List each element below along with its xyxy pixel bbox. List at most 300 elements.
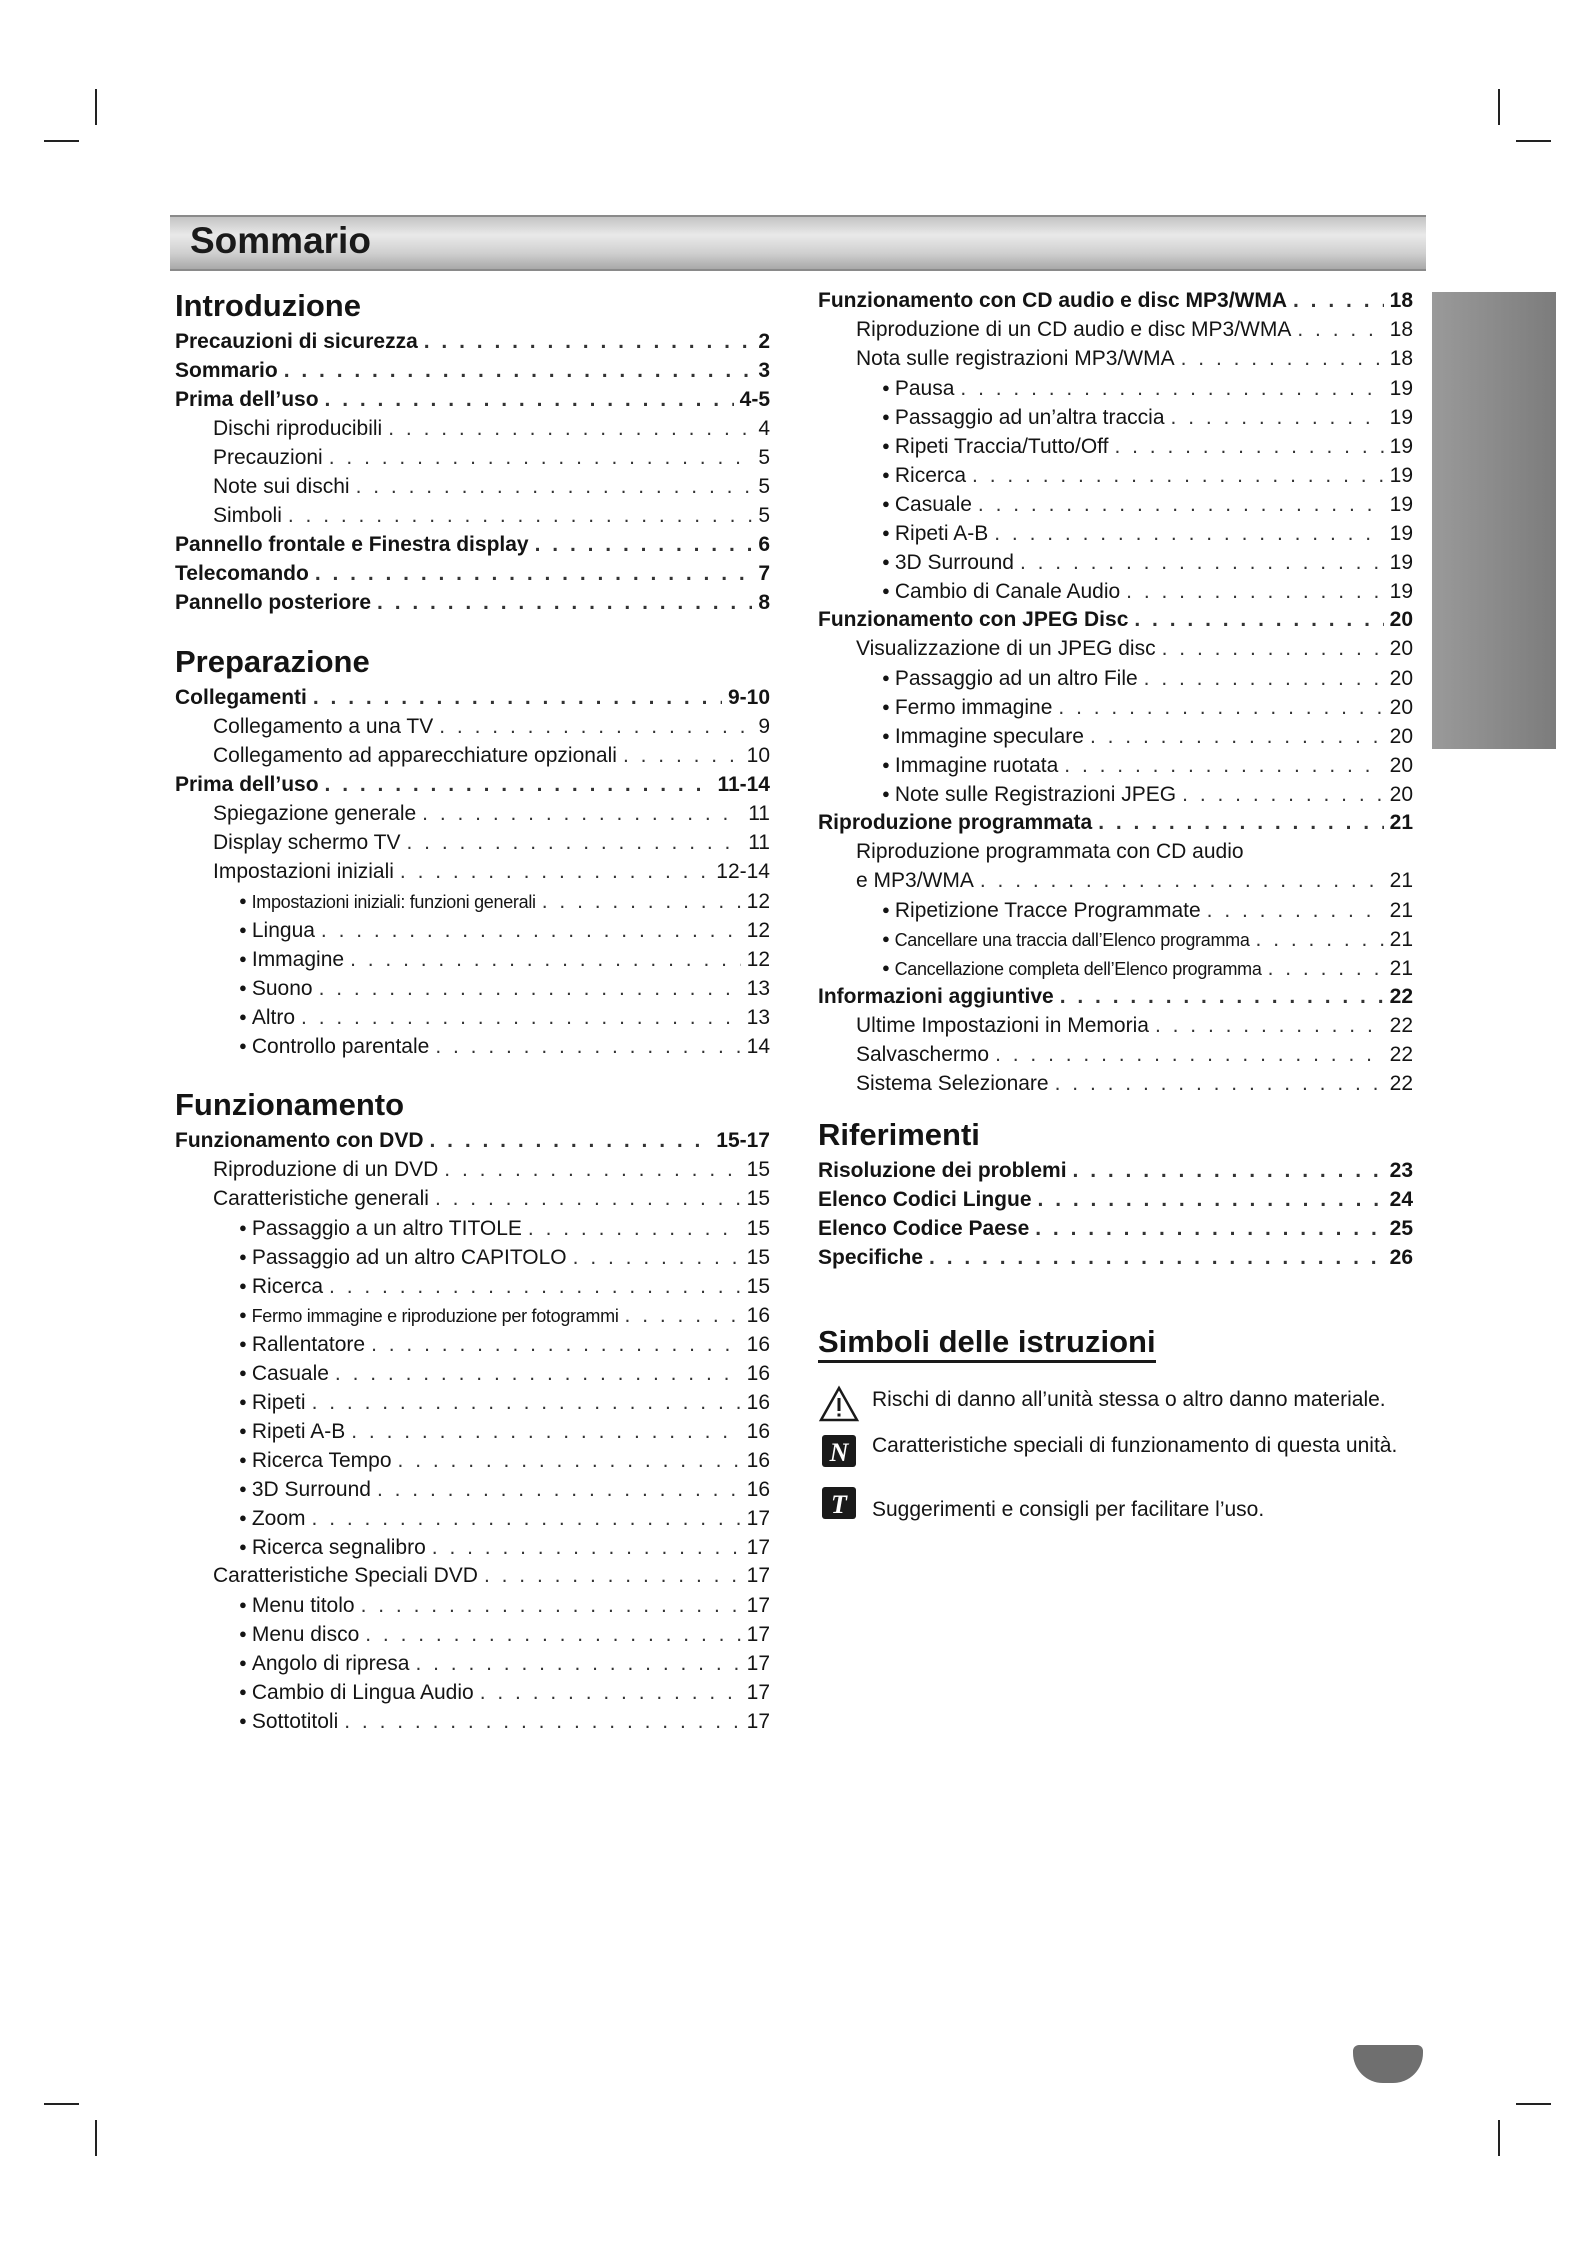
toc-dot-leader (1114, 432, 1383, 461)
toc-entry-label: ● Ricerca (239, 1271, 323, 1301)
toc-entry-label: Funzionamento con CD audio e disc MP3/WMA (818, 289, 1288, 312)
section-side-tab (1432, 292, 1556, 749)
toc-dot-leader (1171, 403, 1384, 432)
toc-entry-label: ● Ripeti A-B (882, 518, 988, 548)
toc-entry-label: Informazioni aggiuntive (818, 985, 1054, 1008)
toc-entry-page: 15 (746, 1246, 770, 1269)
toc-dot-leader (972, 461, 1384, 490)
toc-entry-label: ● Ricerca Tempo (239, 1445, 392, 1475)
toc-entry-page: 21 (1389, 811, 1413, 834)
toc-entry-label: Collegamenti (175, 686, 307, 709)
toc-dot-leader (301, 1003, 741, 1032)
toc-entry (175, 712, 770, 741)
toc-dot-leader (400, 857, 710, 886)
toc-dot-leader (573, 1243, 741, 1272)
toc-entry-page: 19 (1389, 522, 1413, 545)
toc-entry (175, 1242, 770, 1271)
toc-entry-label: ● Zoom (239, 1503, 306, 1533)
toc-dot-leader (625, 1301, 741, 1330)
toc-dot-leader (1126, 577, 1383, 606)
toc-entry-page: 19 (1389, 406, 1413, 429)
toc-dot-leader (377, 588, 752, 617)
toc-entry-label: Risoluzione dei problemi (818, 1159, 1067, 1182)
toc-entry (818, 663, 1413, 692)
toc-entry-page: 17 (746, 1594, 770, 1617)
toc-entry-page: 17 (746, 1652, 770, 1675)
toc-dot-leader (1060, 982, 1384, 1011)
toc-entry-label: Riproduzione di un DVD (213, 1158, 439, 1181)
note-n-icon (818, 1431, 860, 1469)
toc-entry-label: Funzionamento con JPEG Disc (818, 608, 1129, 631)
toc-entry-page: 22 (1389, 985, 1413, 1008)
toc-entry-label: ● Ripeti (239, 1387, 306, 1417)
toc-entry-page: 15 (746, 1187, 770, 1210)
toc-entry-page: 18 (1389, 289, 1413, 312)
section-heading: Introduzione (175, 288, 361, 323)
toc-entry-page: 20 (1389, 608, 1413, 631)
toc-entry-page: 9 (758, 715, 770, 738)
toc-dot-leader (1162, 634, 1384, 663)
toc-entry-page: 21 (1389, 869, 1413, 892)
toc-entry (818, 1040, 1413, 1069)
toc-entry (175, 588, 770, 617)
toc-entry (175, 828, 770, 857)
toc-entry-label: Salvaschermo (856, 1043, 990, 1066)
toc-entry-page: 21 (1389, 957, 1413, 980)
tip-t-icon (818, 1483, 860, 1521)
toc-entry-label: Riproduzione programmata (818, 811, 1093, 834)
toc-dot-leader (435, 1032, 740, 1061)
toc-entry (175, 443, 770, 472)
toc-dot-leader (1144, 664, 1384, 693)
toc-entry-page: 16 (746, 1333, 770, 1356)
toc-entry-page: 4 (758, 417, 770, 440)
toc-entry-label: Caratteristiche generali (213, 1187, 429, 1210)
page-number-tab (1353, 2045, 1423, 2083)
toc-entry-label: ● Ripeti A-B (239, 1416, 345, 1446)
toc-dot-leader (288, 501, 752, 530)
toc-dot-leader (312, 1388, 741, 1417)
toc-entry-label: Dischi riproducibili (213, 417, 383, 440)
toc-entry-label: Elenco Codice Paese (818, 1217, 1030, 1240)
toc-entry (818, 1069, 1413, 1098)
toc-entry-page: 13 (746, 1006, 770, 1029)
toc-entry (818, 692, 1413, 721)
toc-entry (175, 559, 770, 588)
toc-entry (818, 547, 1413, 576)
toc-entry-page: 19 (1389, 464, 1413, 487)
toc-dot-leader (439, 712, 752, 741)
toc-entry-page: 3 (758, 359, 770, 382)
toc-entry-label: Collegamento ad apparecchiature opzionali (213, 744, 617, 767)
toc-entry-page: 14 (746, 1035, 770, 1058)
toc-entry-label: Simboli (213, 504, 282, 527)
toc-entry (818, 1243, 1413, 1272)
toc-entry (175, 385, 770, 414)
toc-entry (175, 1155, 770, 1184)
toc-dot-leader (388, 414, 752, 443)
toc-dot-leader (528, 1214, 741, 1243)
toc-entry-label: ● Fermo immagine (882, 692, 1052, 722)
toc-entry-page: 17 (746, 1681, 770, 1704)
toc-entry (818, 1156, 1413, 1185)
toc-entry (175, 1300, 770, 1329)
toc-dot-leader (424, 327, 753, 356)
toc-entry-label: ● Passaggio a un altro TITOLE (239, 1213, 522, 1243)
toc-entry-label: e MP3/WMA (856, 869, 974, 892)
toc-entry-label: ● 3D Surround (239, 1474, 371, 1504)
toc-entry (818, 779, 1413, 808)
toc-entry-page: 8 (758, 591, 770, 614)
toc-entry-page: 17 (746, 1710, 770, 1733)
toc-entry-page: 12-14 (716, 860, 770, 883)
symbol-text: Rischi di danno all’unità stessa o altro danno materiale. (872, 1388, 1386, 1411)
toc-entry (175, 741, 770, 770)
toc-dot-leader (1035, 1214, 1383, 1243)
toc-dot-leader (444, 1155, 740, 1184)
toc-entry (175, 1387, 770, 1416)
toc-entry-page: 22 (1389, 1043, 1413, 1066)
toc-dot-leader (1090, 722, 1384, 751)
symbol-row (818, 1431, 1413, 1469)
toc-entry-label: Visualizzazione di un JPEG disc (856, 637, 1156, 660)
toc-dot-leader (319, 974, 741, 1003)
symbols-section (818, 1272, 1413, 1524)
toc-entry-page: 23 (1389, 1159, 1413, 1182)
section-heading: Funzionamento (175, 1087, 405, 1122)
toc-entry-page: 12 (746, 890, 770, 913)
toc-entry-page: 19 (1389, 580, 1413, 603)
toc-entry-page: 5 (758, 504, 770, 527)
toc-entry-page: 15 (746, 1158, 770, 1181)
toc-entry (175, 1329, 770, 1358)
toc-dot-leader (432, 1533, 741, 1562)
toc-entry-page: 5 (758, 446, 770, 469)
toc-entry (175, 1126, 770, 1155)
toc-entry (175, 886, 770, 915)
toc-dot-leader (312, 1504, 741, 1533)
toc-entry (818, 286, 1413, 315)
toc-entry-page: 20 (1389, 637, 1413, 660)
toc-entry-page: 11 (748, 831, 770, 854)
toc-entry (818, 344, 1413, 373)
toc-entry (175, 770, 770, 799)
toc-entry-page: 15 (746, 1217, 770, 1240)
toc-entry-label: Pannello posteriore (175, 591, 372, 614)
toc-entry-label: Pannello frontale e Finestra display (175, 533, 529, 556)
toc-entry-page: 26 (1389, 1246, 1413, 1269)
toc-entry-page: 19 (1389, 377, 1413, 400)
toc-dot-leader (1020, 548, 1384, 577)
toc-dot-leader (1073, 1156, 1384, 1185)
toc-entry (175, 857, 770, 886)
toc-entry (818, 982, 1413, 1011)
toc-entry (175, 1590, 770, 1619)
toc-entry-page: 19 (1389, 435, 1413, 458)
toc-entry-label: ● Cancellare una traccia dall’Elenco programma (882, 924, 1250, 955)
toc-entry (818, 1214, 1413, 1243)
svg-text:N: N (829, 1438, 849, 1467)
toc-dot-leader (535, 530, 753, 559)
toc-entry (175, 356, 770, 385)
toc-entry-page: 11-14 (717, 773, 770, 796)
toc-entry (818, 518, 1413, 547)
toc-entry-label: Telecomando (175, 562, 309, 585)
toc-entry (175, 1271, 770, 1300)
toc-entry (175, 414, 770, 443)
toc-entry (818, 1185, 1413, 1214)
toc-entry (175, 1416, 770, 1445)
toc-dot-leader (365, 1620, 740, 1649)
toc-entry-page: 6 (758, 533, 770, 556)
toc-entry-label: Precauzioni (213, 446, 323, 469)
toc-dot-leader (994, 519, 1383, 548)
toc-entry (818, 750, 1413, 779)
toc-entry-page: 20 (1389, 725, 1413, 748)
toc-entry-label: ● Ricerca segnalibro (239, 1532, 426, 1562)
toc-entry (818, 837, 1413, 866)
toc-entry (175, 530, 770, 559)
toc-entry-page: 21 (1389, 928, 1413, 951)
toc-entry (818, 402, 1413, 431)
crop-mark (1516, 2103, 1551, 2105)
toc-entry (175, 1184, 770, 1213)
toc-entry-label: Spiegazione generale (213, 802, 417, 825)
crop-mark (1516, 140, 1551, 142)
toc-dot-leader (1058, 693, 1383, 722)
toc-entry (818, 924, 1413, 953)
toc-dot-leader (1055, 1069, 1384, 1098)
toc-entry-page: 16 (746, 1304, 770, 1327)
toc-dot-leader (1064, 751, 1383, 780)
toc-dot-leader (329, 443, 753, 472)
crop-mark (95, 89, 97, 125)
toc-dot-leader (1293, 286, 1384, 315)
toc-entry-label: ● Immagine ruotata (882, 750, 1058, 780)
toc-entry-label: ● Fermo immagine e riproduzione per fotogrammi (239, 1300, 619, 1331)
toc-dot-leader (980, 866, 1384, 895)
toc-entry (175, 501, 770, 530)
toc-entry-page: 18 (1389, 318, 1413, 341)
toc-entry (175, 1445, 770, 1474)
toc-dot-leader (321, 916, 741, 945)
toc-dot-leader (398, 1446, 741, 1475)
toc-entry-label: Prima dell’uso (175, 388, 319, 411)
toc-entry-page: 5 (758, 475, 770, 498)
toc-entry (818, 1011, 1413, 1040)
toc-dot-leader (284, 356, 753, 385)
toc-entry-page: 7 (758, 562, 770, 585)
toc-entry-page: 13 (746, 977, 770, 1000)
toc-dot-leader (1182, 780, 1383, 809)
toc-dot-leader (1297, 315, 1383, 344)
toc-entry (175, 1648, 770, 1677)
toc-dot-leader (313, 683, 722, 712)
toc-dot-leader (422, 799, 742, 828)
toc-entry (175, 1532, 770, 1561)
toc-entry-page: 16 (746, 1362, 770, 1385)
toc-entry (175, 1474, 770, 1503)
toc-entry-page: 16 (746, 1420, 770, 1443)
page-title: Sommario (190, 220, 371, 261)
toc-entry (818, 721, 1413, 750)
symbol-text: Caratteristiche speciali di funzionamento di questa unità. (872, 1434, 1398, 1457)
toc-entry-label: ● Pausa (882, 373, 954, 403)
toc-entry-label: Ultime Impostazioni in Memoria (856, 1014, 1149, 1037)
toc-entry-label: Precauzioni di sicurezza (175, 330, 418, 353)
toc-left-column (175, 285, 770, 1735)
crop-mark (1498, 2120, 1500, 2156)
toc-entry-label: Caratteristiche Speciali DVD (213, 1564, 478, 1587)
section-heading: Riferimenti (818, 1117, 980, 1152)
toc-entry-label: ● Cambio di Canale Audio (882, 576, 1120, 606)
toc-entry-label: Elenco Codici Lingue (818, 1188, 1032, 1211)
toc-entry-label: ● Rallentatore (239, 1329, 365, 1359)
toc-entry (175, 327, 770, 356)
toc-entry-page: 15 (746, 1275, 770, 1298)
toc-dot-leader (542, 887, 741, 916)
toc-entry (175, 1503, 770, 1532)
symbol-row (818, 1385, 1413, 1423)
toc-entry (818, 460, 1413, 489)
toc-dot-leader (325, 385, 734, 414)
symbols-heading: Simboli delle istruzioni (818, 1324, 1156, 1363)
toc-entry (175, 1002, 770, 1031)
toc-entry-label: Funzionamento con DVD (175, 1129, 424, 1152)
toc-dot-leader (435, 1184, 741, 1213)
toc-entry-page: 19 (1389, 551, 1413, 574)
toc-entry-page: 20 (1389, 667, 1413, 690)
svg-text:T: T (831, 1490, 847, 1519)
toc-entry-label: Collegamento a una TV (213, 715, 434, 738)
toc-entry-page: 22 (1389, 1072, 1413, 1095)
toc-entry (175, 944, 770, 973)
symbol-row (818, 1483, 1413, 1524)
symbol-text: Suggerimenti e consigli per facilitare l’uso. (872, 1498, 1265, 1521)
toc-entry-label: ● Menu titolo (239, 1590, 355, 1620)
toc-entry-label: Prima dell’uso (175, 773, 319, 796)
toc-entry-page: 9-10 (727, 686, 770, 709)
toc-entry (175, 1561, 770, 1590)
toc-dot-leader (1207, 896, 1384, 925)
toc-entry-page: 22 (1389, 1014, 1413, 1037)
toc-entry-page: 11 (748, 802, 770, 825)
toc-entry-label: ● Controllo parentale (239, 1031, 429, 1061)
toc-dot-leader (978, 490, 1384, 519)
toc-entry (818, 431, 1413, 460)
toc-entry (175, 799, 770, 828)
toc-entry-page: 19 (1389, 493, 1413, 516)
toc-dot-leader (329, 1272, 741, 1301)
toc-entry-label: Impostazioni iniziali (213, 860, 394, 883)
toc-entry-label: ● Ripeti Traccia/Tutto/Off (882, 431, 1108, 461)
toc-dot-leader (1098, 808, 1383, 837)
toc-entry (818, 489, 1413, 518)
toc-entry-label: ● Cancellazione completa dell’Elenco programma (882, 953, 1262, 984)
toc-entry (818, 895, 1413, 924)
toc-entry-label: ● Note sulle Registrazioni JPEG (882, 779, 1176, 809)
toc-entry-page: 16 (746, 1478, 770, 1501)
toc-entry (818, 373, 1413, 402)
warning-triangle-icon (818, 1385, 860, 1423)
toc-dot-leader (371, 1330, 741, 1359)
toc-entry-page: 25 (1389, 1217, 1413, 1240)
toc-entry-page: 20 (1389, 783, 1413, 806)
crop-mark (1498, 89, 1500, 125)
toc-entry-label: ● Casuale (882, 489, 972, 519)
toc-entry (175, 915, 770, 944)
toc-entry (818, 315, 1413, 344)
toc-entry (175, 1619, 770, 1648)
crop-mark (44, 2103, 79, 2105)
toc-entry (818, 605, 1413, 634)
toc-entry-page: 12 (746, 919, 770, 942)
toc-entry-label: ● Sottotitoli (239, 1706, 338, 1736)
toc-dot-leader (351, 1417, 740, 1446)
toc-entry-label: ● Lingua (239, 915, 315, 945)
toc-entry (175, 1031, 770, 1060)
toc-entry (818, 634, 1413, 663)
toc-dot-leader (480, 1678, 741, 1707)
toc-dot-leader (325, 770, 712, 799)
toc-dot-leader (484, 1561, 741, 1590)
toc-entry-label: ● Ripetizione Tracce Programmate (882, 895, 1201, 925)
toc-entry-label: ● Suono (239, 973, 313, 1003)
toc-entry (175, 1358, 770, 1387)
toc-dot-leader (1181, 344, 1384, 373)
toc-entry (818, 953, 1413, 982)
toc-entry-page: 17 (746, 1536, 770, 1559)
toc-dot-leader (995, 1040, 1384, 1069)
toc-entry-label: ● Menu disco (239, 1619, 359, 1649)
toc-entry (175, 472, 770, 501)
toc-entry-page: 10 (746, 744, 770, 767)
toc-entry-label: ● 3D Surround (882, 547, 1014, 577)
toc-dot-leader (1038, 1185, 1384, 1214)
toc-entry-page: 2 (758, 330, 770, 353)
toc-entry-label: ● Impostazioni iniziali: funzioni generali (239, 886, 536, 917)
toc-dot-leader (315, 559, 753, 588)
toc-dot-leader (1134, 605, 1383, 634)
crop-mark (95, 2120, 97, 2156)
toc-entry-label: Display schermo TV (213, 831, 401, 854)
toc-entry (175, 973, 770, 1002)
toc-dot-leader (335, 1359, 741, 1388)
toc-dot-leader (960, 374, 1383, 403)
toc-entry (818, 866, 1413, 895)
toc-entry-page: 15-17 (716, 1129, 770, 1152)
toc-entry (818, 808, 1413, 837)
toc-entry-label: ● Angolo di ripresa (239, 1648, 409, 1678)
toc-entry-page: 12 (746, 948, 770, 971)
toc-entry-label: Sistema Selezionare (856, 1072, 1049, 1095)
toc-entry (175, 1213, 770, 1242)
toc-entry-label: Riproduzione programmata con CD audio (856, 840, 1244, 863)
toc-dot-leader (356, 472, 753, 501)
toc-entry-page: 24 (1389, 1188, 1413, 1211)
crop-mark (44, 140, 79, 142)
toc-entry-page: 17 (746, 1564, 770, 1587)
toc-dot-leader (407, 828, 743, 857)
toc-entry (175, 1677, 770, 1706)
toc-dot-leader (1268, 954, 1384, 983)
toc-entry-page: 20 (1389, 696, 1413, 719)
toc-dot-leader (361, 1591, 741, 1620)
toc-dot-leader (415, 1649, 740, 1678)
toc-entry (175, 1706, 770, 1735)
toc-dot-leader (344, 1707, 740, 1736)
toc-entry-page: 16 (746, 1391, 770, 1414)
